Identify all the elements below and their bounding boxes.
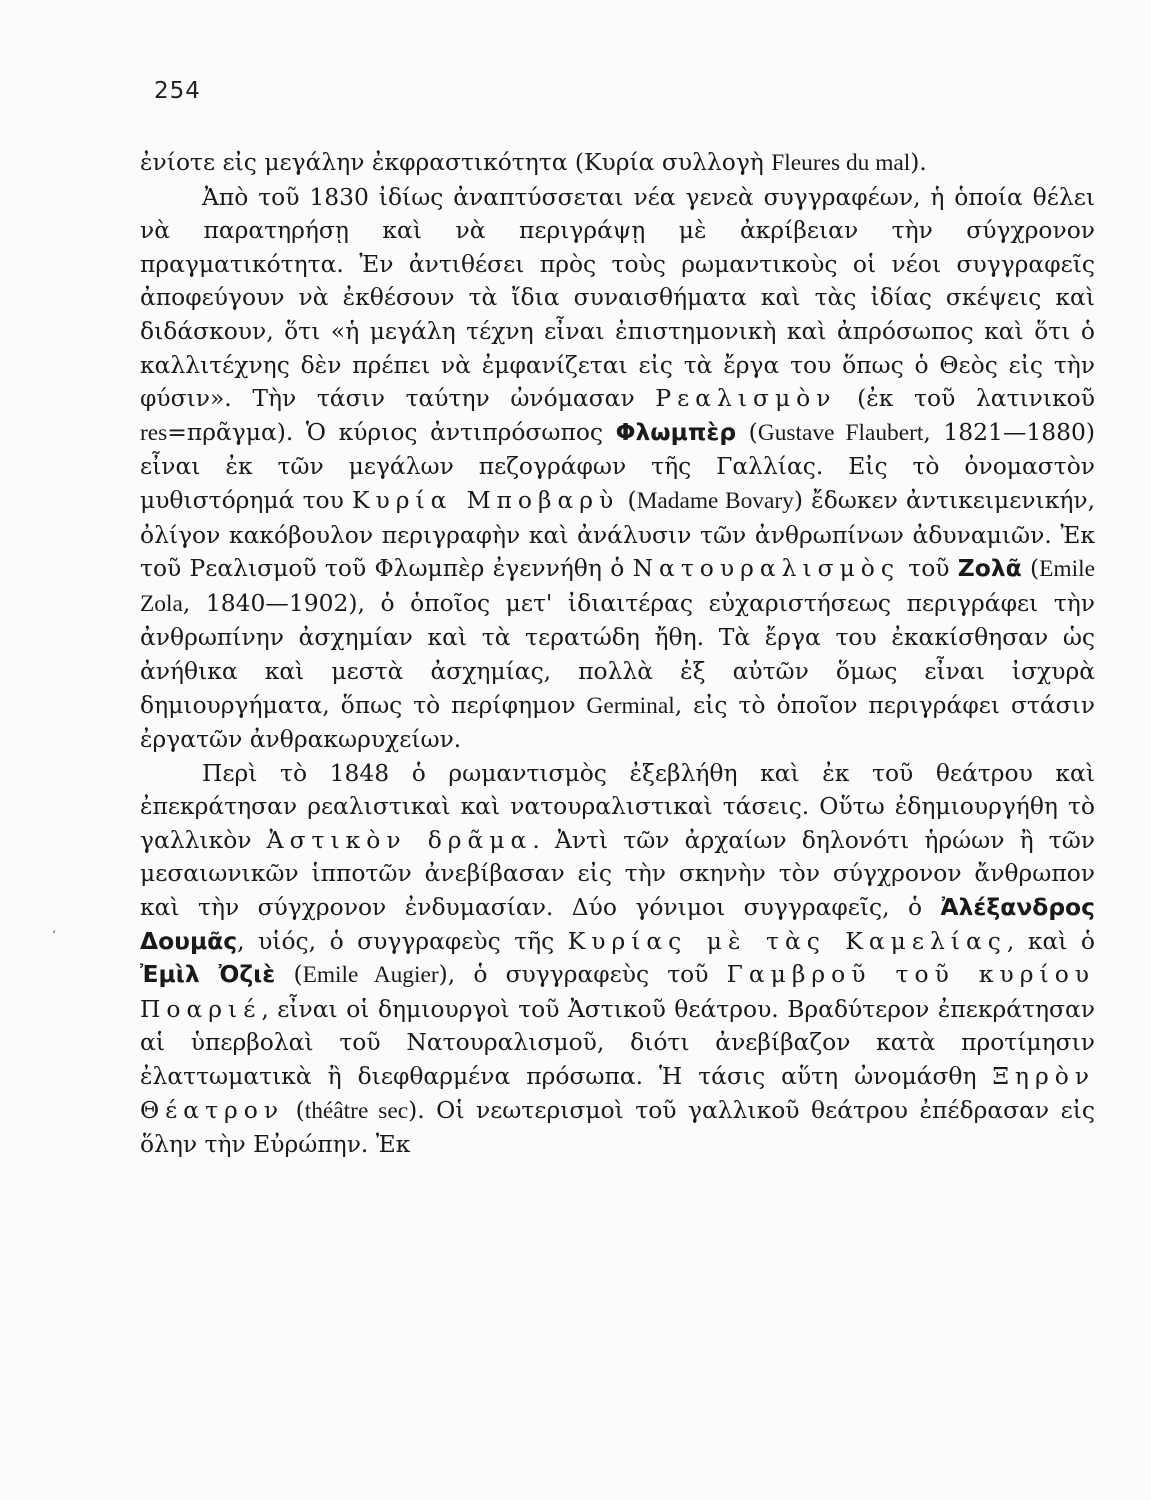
spaced-title: Γαμβροῦ τοῦ κυρίου Ποαριέ [140, 960, 1095, 1023]
text-run: ( [619, 485, 637, 514]
text-run: ) ἔδωκεν ἀντικειμενικήν, ὀλίγον κακόβουλον περιγραφὴν καὶ ἀνάλυσιν τῶν ἀνθρωπίνων ἀδυναμιῶν. Ἐκ τοῦ Ρεαλισμοῦ τοῦ Φλωμπὲρ ἐγεννήθη ὁ [140, 485, 1096, 583]
page-number: 254 [154, 78, 201, 104]
text-run: , 1821—1880) εἶναι ἐκ τῶν μεγάλων πεζογράφων τῆς Γαλλίας. Εἰς τὸ ὀνομαστὸν μυθιστόρημά του [140, 417, 1095, 514]
spaced-title: Κυρία Μποβαρὺ [352, 485, 620, 514]
text-run: , εἶναι οἱ δημιουργοὶ τοῦ Ἀστικοῦ θεάτρου. Βραδύτερον ἐπεκράτησαν αἱ ὑπερβολαὶ τοῦ Νατουραλισμοῦ, διότι ἀνεβίβαζον κατὰ προτίμησιν ἐλαττωματικὰ ἢ διεφθαρμένα πρόσωπα. Ἡ τάσις αὕτη ὠνομάσθη [140, 994, 1095, 1091]
text-run: τοῦ [899, 554, 958, 583]
latin-word: res [140, 419, 168, 446]
text-run: ), ὁ συγγραφεὺς τοῦ [438, 960, 727, 989]
text-run: Ἀπὸ τοῦ 1830 ἰδίως ἀναπτύσσεται νέα γενεὰ συγγραφέων, ἡ ὁποία θέλει νὰ παρατηρήσῃ καὶ νὰ περιγράψῃ μὲ ἀκρίβειαν τὴν σύγχρονον πραγματικότητα. Ἐν ἀντιθέσει πρὸς τοὺς ρωμαντικοὺς οἱ νέοι συγγραφεῖς ἀποφεύγουν νὰ ἐκθέσουν τὰ ἴδια συναισθήματα καὶ τὰς ἰδίας σκέψεις καὶ διδάσκουν, ὅτι «ἡ μεγάλη τέχνη εἶναι ἐπιστημονικὴ καὶ ἀπρόσωπος καὶ ὅτι ὁ καλλιτέχνης δὲν πρέπει νὰ ἐμφανίζεται εἰς τὰ ἔργα του ὅπως ὁ Θεὸς εἰς τὴν φύσιν». Τὴν τάσιν ταύτην ὠνόμασαν [140, 182, 1095, 413]
text-run: , υἱός, ὁ συγγραφεὺς τῆς [237, 926, 568, 955]
spaced-term: Ξηρὸν Θέατρον [140, 1062, 1095, 1124]
spaced-title: Κυρίας μὲ τὰς Καμελίας [567, 926, 1007, 955]
latin-title: Madame Bovary [636, 487, 794, 514]
text-run: ἐνίοτε εἰς μεγάλην ἐκφραστικότητα (Κυρία συλλογὴ [140, 148, 772, 176]
paragraph-realism [140, 181, 1095, 757]
text-run: , 1840—1902), ὁ ὁποῖος μετ' ἰδιαιτέρας εὐχαριστήσεως περιγράφει τὴν ἀνθρωπίνην ἀσχημίαν καὶ τὰ τερατώδη ἤθη. Τὰ ἔργα του ἐκακίσθησαν ὡς ἀνήθικα καὶ μεστὰ ἀσχημίας, πολλὰ ἐξ αὐτῶν ὅμως εἶναι ἰσχυρὰ δημιουργήματα, ὅπως τὸ περίφημον [140, 588, 1095, 719]
bold-name: Ζολᾶ [957, 554, 1022, 583]
body-text [140, 146, 1095, 1162]
text-run: ( [284, 1095, 305, 1124]
latin-title: Germinal [586, 692, 675, 719]
text-run: ( [275, 960, 303, 989]
text-run: =πρᾶγμα). Ὁ κύριος ἀντιπρόσωπος [167, 417, 616, 446]
text-run: , καὶ ὁ [1006, 926, 1095, 955]
latin-term: théâtre sec [304, 1097, 409, 1124]
latin-name: Emile Augier [302, 962, 439, 989]
latin-name: Emile Zola [140, 556, 1095, 617]
text-run: ). Οἱ νεωτερισμοὶ τοῦ γαλλικοῦ θεάτρου ἐπέδρασαν εἰς ὅλην τὴν Εὐρώπην. Ἐκ [140, 1095, 1095, 1159]
paragraph-theatre [140, 757, 1095, 1162]
text-run: Περὶ τὸ 1848 ὁ ρωμαντισμὸς ἐξεβλήθη καὶ ἐκ τοῦ θεάτρου καὶ ἐπεκράτησαν ρεαλιστικαὶ καὶ νατουραλιστικαὶ τάσεις. Οὕτω ἐδημιουργήθη τὸ γαλλικὸν [140, 758, 1095, 854]
bold-name: Ἀλέξανδρος Δουμᾶς [140, 893, 1095, 955]
spaced-term: Νατουραλισμὸς [632, 554, 900, 583]
text-run: ( [1021, 554, 1040, 583]
bold-name: Φλωμπὲρ [615, 417, 737, 446]
text-run: . Ἀντὶ τῶν ἀρχαίων δηλονότι ἡρώων ἢ τῶν μεσαιωνικῶν ἱπποτῶν ἀνεβίβασαν εἰς τὴν σκηνὴν τὸν σύγχρονον ἄνθρωπον καὶ τὴν σύγχρονον ἐνδυμασίαν. Δύο γόνιμοι συγγραφεῖς, ὁ [140, 825, 1096, 922]
spaced-term: Ρεαλισμὸν [655, 384, 837, 413]
paragraph-continuation [140, 146, 1095, 181]
text-run: ). [910, 148, 927, 176]
text-run: , εἰς τὸ ὁποῖον περιγράφει στάσιν ἐργατῶν ἀνθρακωρυχείων. [140, 690, 1096, 754]
latin-title: Fleures du mal [771, 150, 911, 176]
text-run: ( [736, 417, 758, 446]
spaced-term: Ἀστικὸν δρᾶμα [266, 825, 533, 854]
margin-mark: ‘ [52, 928, 56, 942]
bold-name: Ἐμὶλ Ὀζιὲ [140, 960, 276, 989]
latin-name: Gustave Flaubert [757, 419, 924, 446]
text-run: (ἐκ τοῦ λατινικοῦ [836, 384, 1095, 413]
